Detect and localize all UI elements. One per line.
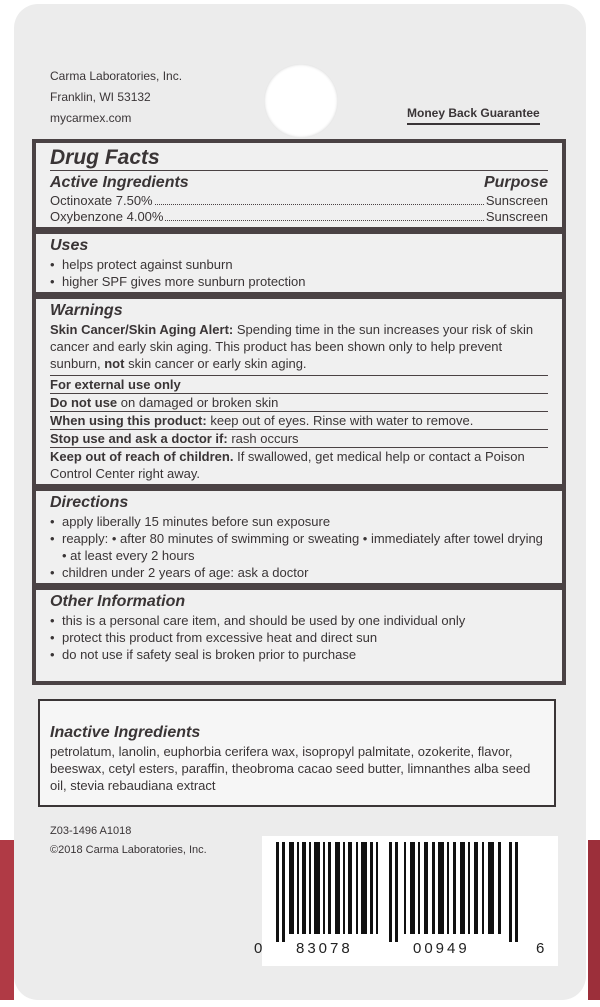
active-ingredients-heading: Active Ingredients xyxy=(50,174,189,191)
stop-use-text: rash occurs xyxy=(231,431,299,446)
drug-facts-panel xyxy=(32,139,566,685)
keep-out-text: If swallowed, get medical help or contact a Poison Control Center right away. xyxy=(50,449,525,481)
inactive-ingredients-text: petrolatum, lanolin, euphorbia cerifera wax, isopropyl palmitate, ozokerite, flavor, beeswax, cetyl esters, paraffin, theobroma cacao seed butter, limnanthes alba seed oil, stevia rebaudiana extract xyxy=(50,744,531,793)
list-item: • do not use if safety seal is broken prior to purchase xyxy=(50,646,548,663)
manufacturer-info xyxy=(50,66,182,129)
barcode-digit-first: 0 xyxy=(254,940,266,957)
active-ingredient-purpose: Sunscreen xyxy=(485,193,548,208)
keep-out-label: Keep out of reach of children. xyxy=(50,449,234,464)
other-information-heading: Other Information xyxy=(50,593,186,610)
inactive-ingredients-panel xyxy=(38,699,556,807)
manufacturer-name: Carma Laboratories, Inc. xyxy=(50,69,183,83)
list-item: • protect this product from excessive heat and direct sun xyxy=(50,629,548,646)
active-ingredient-purpose: Sunscreen xyxy=(485,209,548,224)
inactive-ingredients-heading: Inactive Ingredients xyxy=(50,724,201,741)
list-item: • helps protect against sunburn xyxy=(50,256,548,273)
uses-list xyxy=(50,256,548,290)
keep-out-of-reach-warning xyxy=(50,448,548,482)
active-ingredient-row xyxy=(50,193,548,209)
list-item: • this is a personal care item, and should be used by one individual only xyxy=(50,612,548,629)
alert-not: not xyxy=(104,356,125,371)
stop-use-warning xyxy=(50,430,548,447)
other-information-list xyxy=(50,612,548,663)
uses-heading: Uses xyxy=(50,237,89,254)
barcode-digits-right: 00949 xyxy=(413,940,470,957)
list-item: • children under 2 years of age: ask a doctor xyxy=(50,564,548,581)
barcode-digits-left: 83078 xyxy=(296,940,353,957)
do-not-use-label: Do not use xyxy=(50,395,118,410)
alert-text: Spending time in the sun increases your risk of skin cancer and early skin aging. This product has been shown only to help prevent sunburn, xyxy=(50,322,534,371)
lot-code: Z03-1496 A1018 xyxy=(50,825,132,837)
alert-label: Skin Cancer/Skin Aging Alert: xyxy=(50,322,234,337)
money-back-guarantee: Money Back Guarantee xyxy=(407,106,540,125)
active-ingredient-name: Octinoxate 7.50% xyxy=(50,193,153,208)
hang-hole xyxy=(264,64,338,138)
when-using-label: When using this product: xyxy=(50,413,207,428)
barcode-digit-last: 6 xyxy=(536,940,548,957)
directions-heading: Directions xyxy=(50,494,129,511)
directions-list xyxy=(50,513,548,581)
skin-cancer-alert xyxy=(50,321,548,372)
external-use-warning: For external use only xyxy=(50,377,181,392)
drug-facts-title: Drug Facts xyxy=(50,146,160,169)
list-item: • apply liberally 15 minutes before sun exposure xyxy=(50,513,548,530)
active-ingredient-name: Oxybenzone 4.00% xyxy=(50,209,164,224)
manufacturer-city: Franklin, WI 53132 xyxy=(50,90,151,104)
do-not-use-text: on damaged or broken skin xyxy=(120,395,279,410)
do-not-use-warning xyxy=(50,394,548,411)
list-item: • reapply: • after 80 minutes of swimming or sweating • immediately after towel drying • at least every 2 hours xyxy=(50,530,548,564)
alert-text-end: skin cancer or early skin aging. xyxy=(128,356,307,371)
barcode-bars xyxy=(276,842,526,942)
package-edge-left xyxy=(0,840,14,1000)
purpose-heading: Purpose xyxy=(483,174,548,191)
warnings-heading: Warnings xyxy=(50,302,123,319)
stop-use-label: Stop use and ask a doctor if: xyxy=(50,431,228,446)
manufacturer-website: mycarmex.com xyxy=(50,111,132,125)
list-item: • higher SPF gives more sunburn protection xyxy=(50,273,548,290)
lot-info xyxy=(50,822,207,860)
active-ingredient-row xyxy=(50,209,548,225)
copyright: ©2018 Carma Laboratories, Inc. xyxy=(50,844,207,856)
package-edge-right xyxy=(588,840,600,1000)
when-using-text: keep out of eyes. Rinse with water to remove. xyxy=(210,413,474,428)
when-using-warning xyxy=(50,412,548,429)
